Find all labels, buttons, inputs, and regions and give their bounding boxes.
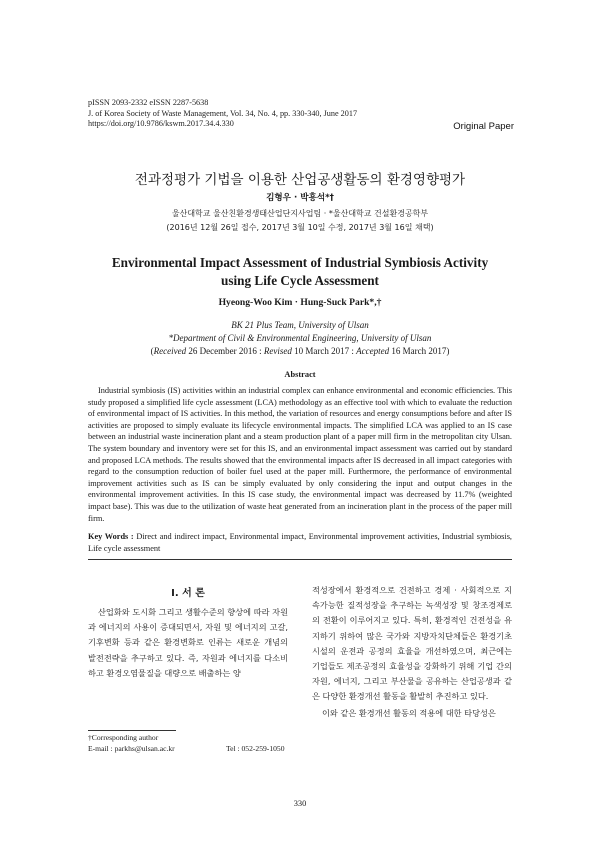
abstract-text: Industrial symbiosis (IS) activities within an industrial complex can enhance environmental and economic efficiencies. This study proposed a simplified life cycle assessment (LCA) methodology as an effective tool with which to evaluate the reduction of environmental impact of IS activities. In this method, the variation of resources and energy consumptions before and after IS activities are proposed to simply evaluate its lifecycle environmental impacts. The simplified LCA was applied to an IS case between an industrial waste incineration plant and a steam production plant of a paper mill firm in the metropolitan city Ulsan. The system boundary and inventory were set for this IS, and an environmental impact assessment was carried out by standard and proposed LCA methods. The results showed that the environmental impacts after IS decreased in all impact categories with regard to the consumption reduction of boiler fuel used at the paper mill. Furthermore, the performance of environmental improvement activities such as IS can be simply evaluated by only considering the input and output changes in the environmental improvement activities. In this IS case study, the environmental impact was decreased by 11.7% (weighted impact base). This was due to the utilization of waste heat generated from an incineration plant in the process of the paper mill firm. [88, 386, 512, 523]
page-number: 330 [293, 799, 307, 808]
revised-date: 10 March 2017 : [291, 346, 357, 356]
body-column-right-para2: 이와 같은 환경개선 활동의 적용에 대한 타당성은 [322, 708, 496, 718]
body-column-left: 산업화와 도시화 그리고 생활수준의 향상에 따라 자원과 에너지의 사용이 증대되면서, 자원 및 에너지의 고갈, 기후변화 등과 같은 환경변화로 인류는 새로운 개념의 발전전략을 추구하고 있다. 즉, 자원과 에너지를 다소비하고 환경오염물질을 대량으로 배출하는 양 [88, 607, 288, 678]
abstract-heading: Abstract [284, 370, 316, 379]
doi-link[interactable]: https://doi.org/10.9786/kswm.2017.34.4.330 [88, 119, 234, 128]
english-affiliation [0, 319, 600, 345]
contact-line [88, 744, 285, 754]
english-dates [0, 346, 600, 356]
accepted-label: Accepted [356, 346, 390, 356]
section-heading-introduction: I. 서 론 [171, 588, 205, 599]
english-title [60, 254, 540, 290]
issn-line: pISSN 2093-2332 eISSN 2287-5638 [88, 98, 209, 107]
author-email[interactable]: E-mail : parkhs@ulsan.ac.kr [88, 744, 175, 753]
korean-dates: (2016년 12월 26일 접수, 2017년 3월 10일 수정, 2017년 3월 16일 채택) [166, 223, 434, 232]
english-title-line2: using Life Cycle Assessment [221, 273, 379, 288]
english-authors: Hyeong-Woo Kim · Hung-Suck Park*,† [218, 297, 382, 308]
korean-affiliation: 울산대학교 울산친환경생태산업단지사업팀 · *울산대학교 건설환경공학부 [171, 209, 429, 218]
revised-label: Revised [263, 346, 292, 356]
english-affiliation-2: *Department of Civil & Environmental Engineering, University of Ulsan [168, 333, 432, 343]
corresponding-author-note: †Corresponding author [88, 733, 159, 742]
author-tel: Tel : 052-259-1050 [226, 744, 285, 753]
date-open-paren: ( [150, 346, 154, 356]
english-affiliation-1: BK 21 Plus Team, University of Ulsan [231, 320, 369, 330]
english-title-line1: Environmental Impact Assessment of Industrial Symbiosis Activity [111, 255, 489, 270]
footnote-divider [88, 730, 176, 731]
korean-title: 전과정평가 기법을 이용한 산업공생활동의 환경영향평가 [134, 172, 466, 188]
received-label: Received [153, 346, 187, 356]
keywords-label: Key Words : [88, 532, 134, 541]
accepted-date: 16 March 2017) [389, 346, 450, 356]
korean-authors: 김형우 · 박흥석*† [266, 193, 334, 203]
received-date: 26 December 2016 : [186, 346, 264, 356]
article-type-label: Original Paper [453, 121, 514, 132]
keywords-list: Direct and indirect impact, Environmental impact, Environmental improvement activities, Industrial symbiosis, Life cycle assessment [88, 532, 512, 553]
body-column-right: 적성장에서 환경적으로 건전하고 경제 · 사회적으로 지속가능한 질적성장을 추구하는 녹색성장 및 창조경제로의 전환이 이루어지고 있다. 특히, 환경적인 건전성을 유지하기 위하여 많은 국가와 지방자치단체들은 환경기초시설의 운전과 공정의 효율을 개선하였으며, 최근에는 기업들도 제조공정의 효율성을 강화하기 위해 기업 간의 자원, 에너지, 그리고 부산물을 공유하는 산업공생과 같은 다양한 환경개선 활동을 활발히 추진하고 있다. [312, 585, 512, 702]
journal-citation: J. of Korea Society of Waste Management, Vol. 34, No. 4, pp. 330-340, June 2017 [88, 108, 358, 118]
keywords [88, 531, 512, 554]
abstract-divider [88, 559, 512, 560]
